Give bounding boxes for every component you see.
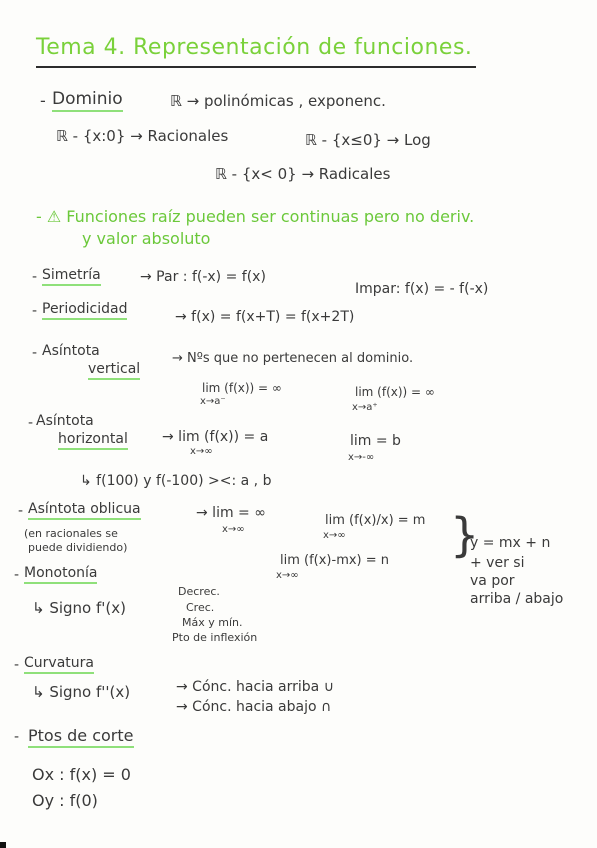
asint-horizontal-label2: horizontal xyxy=(58,432,128,450)
asint-vertical-lim2-sub: x→a⁺ xyxy=(352,402,378,413)
curvatura-label: Curvatura xyxy=(24,656,94,674)
cortes-label: Ptos de corte xyxy=(28,727,134,748)
monotonia-item1: Decrec. xyxy=(178,585,220,598)
asint-oblicua-see1: + ver si xyxy=(470,555,525,571)
cortes-oy: Oy : f(0) xyxy=(32,791,98,810)
asint-oblicua-lim2: lim (f(x)/x) = m xyxy=(325,513,426,528)
asint-oblicua-see2: va por xyxy=(470,573,515,589)
corner-mark xyxy=(0,842,6,848)
dominio-line2a: ℝ - {x:0} → Racionales xyxy=(56,127,229,145)
warning-note-line2: y valor absoluto xyxy=(82,229,211,248)
asint-oblicua-lim2-sub: x→∞ xyxy=(323,530,346,541)
monotonia-item3: Máx y mín. xyxy=(182,616,243,629)
asint-vertical-dash: - xyxy=(32,345,38,361)
asint-oblicua-note1: (en racionales se xyxy=(24,527,118,540)
asint-vertical-label1: Asíntota xyxy=(42,343,100,359)
simetria-impar: Impar: f(x) = - f(-x) xyxy=(355,281,489,297)
asint-vertical-desc: → Nºs que no pertenecen al dominio. xyxy=(172,351,414,366)
curvatura-item2: → Cónc. hacia abajo ∩ xyxy=(176,699,332,715)
asint-horizontal-label1: Asíntota xyxy=(36,413,94,429)
right-brace: } xyxy=(450,508,480,562)
periodicidad-dash: - xyxy=(32,303,38,319)
cortes-dash: - xyxy=(14,729,20,745)
asint-vertical-lim2: lim (f(x)) = ∞ xyxy=(355,385,435,399)
monotonia-dash: - xyxy=(14,567,20,583)
asint-horizontal-lim2-sub: x→-∞ xyxy=(348,452,375,463)
curvatura-dash: - xyxy=(14,657,20,673)
asint-horizontal-extra: ↳ f(100) y f(-100) ><: a , b xyxy=(80,473,272,489)
simetria-label: Simetría xyxy=(42,268,101,286)
dominio-line2b: ℝ - {x≤0} → Log xyxy=(305,131,431,149)
asint-horizontal-lim1: → lim (f(x)) = a xyxy=(162,429,269,445)
asint-oblicua-dash: - xyxy=(18,503,24,519)
asint-oblicua-lim1-sub: x→∞ xyxy=(222,524,245,535)
page-title: Tema 4. Representación de funciones. xyxy=(36,35,473,60)
simetria-dash: - xyxy=(32,269,38,285)
asint-vertical-lim1: lim (f(x)) = ∞ xyxy=(202,381,282,395)
monotonia-item2: Crec. xyxy=(186,601,215,614)
asint-horizontal-lim2: lim = b xyxy=(350,433,401,449)
dominio-label: Dominio xyxy=(52,90,123,112)
simetria-par: → Par : f(-x) = f(x) xyxy=(140,269,266,285)
asint-oblicua-see3: arriba / abajo xyxy=(470,591,564,607)
asint-oblicua-lim3: lim (f(x)-mx) = n xyxy=(280,553,390,568)
asint-horizontal-dash: - xyxy=(28,415,34,431)
asint-horizontal-lim1-sub: x→∞ xyxy=(190,446,213,457)
asint-vertical-label2: vertical xyxy=(88,362,140,380)
monotonia-item4: Pto de inflexión xyxy=(172,631,258,644)
asint-oblicua-note2: puede dividiendo) xyxy=(28,541,128,554)
asint-oblicua-lim1: → lim = ∞ xyxy=(196,505,266,521)
title-underline xyxy=(36,66,476,68)
dominio-line1: ℝ → polinómicas , exponenc. xyxy=(170,92,386,110)
cortes-ox: Ox : f(x) = 0 xyxy=(32,765,131,784)
asint-vertical-lim1-sub: x→a⁻ xyxy=(200,396,226,407)
dominio-line3: ℝ - {x< 0} → Radicales xyxy=(215,165,391,183)
asint-oblicua-lim3-sub: x→∞ xyxy=(276,570,299,581)
monotonia-signo: ↳ Signo f'(x) xyxy=(32,599,126,617)
periodicidad-label: Periodicidad xyxy=(42,302,127,320)
monotonia-label: Monotonía xyxy=(24,566,97,584)
periodicidad-formula: → f(x) = f(x+T) = f(x+2T) xyxy=(175,309,355,325)
dominio-dash: - xyxy=(40,91,46,110)
asint-oblicua-label: Asíntota oblicua xyxy=(28,502,141,520)
curvatura-signo: ↳ Signo f''(x) xyxy=(32,683,131,701)
warning-note-line1: - ⚠ Funciones raíz pueden ser continuas pero no deriv. xyxy=(36,207,475,226)
asint-oblicua-eq: y = mx + n xyxy=(470,535,551,551)
curvatura-item1: → Cónc. hacia arriba ∪ xyxy=(176,679,334,695)
